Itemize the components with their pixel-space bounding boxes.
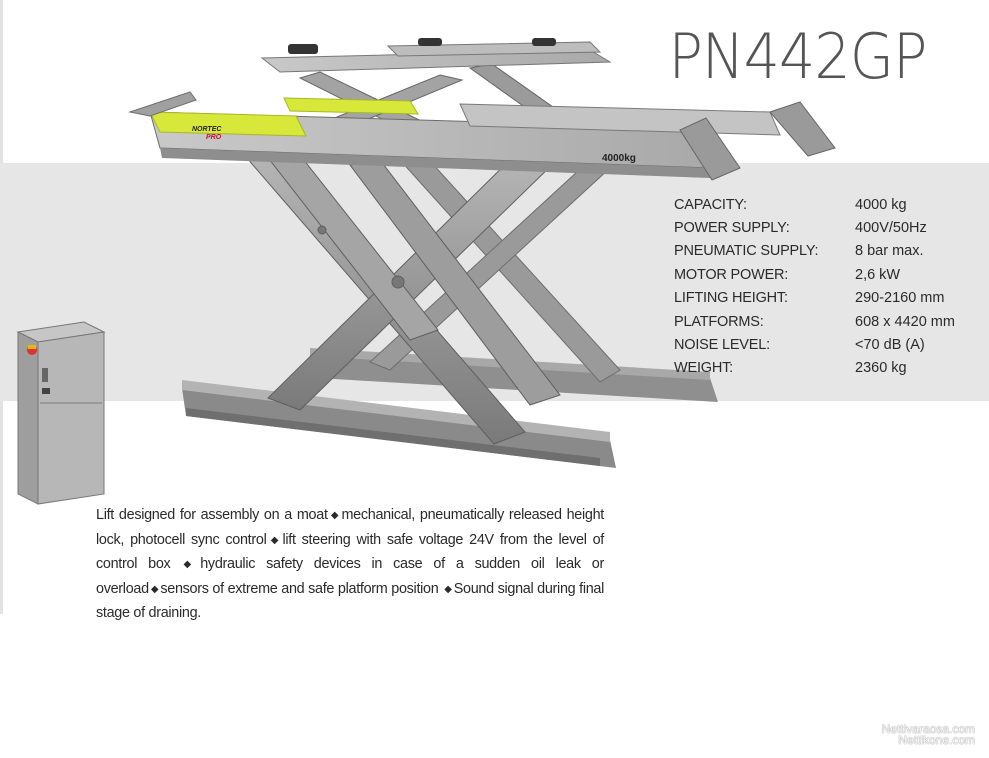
spec-value: 8 bar max. [855,243,924,260]
brand-logo-line1: NORTEC [192,126,222,133]
bullet-diamond-icon: ◆ [150,583,159,595]
yellow-plate-front [150,112,306,136]
bullet-diamond-icon: ◆ [329,510,340,521]
spec-row [674,287,989,310]
spec-row [674,333,989,356]
watermark-line: Nettikone.com [898,733,975,747]
feature-text: Lift designed for assembly on a moat [96,507,328,523]
spec-value: 290-2160 mm [855,290,945,307]
specifications-table [674,193,989,380]
spec-label: POWER SUPPLY: [674,220,790,237]
model-title: PN442GP [668,20,927,93]
front-scissor-arms [240,140,560,444]
bullet-diamond-icon: ◆ [268,534,281,546]
spec-value: <70 dB (A) [855,337,925,354]
yellow-plate-rear [284,98,418,114]
spec-value: 4000 kg [855,196,907,213]
control-cabinet [14,318,106,508]
platform-capacity-label: 4000kg [602,153,636,164]
spec-row [674,263,989,286]
spec-row [674,310,989,333]
feature-text: sensors of extreme and safe platform position [160,580,439,597]
feature-text: lift steering with safe voltage 24V from the level of control box [96,531,605,572]
auxiliary-platforms [262,38,610,72]
spec-label: PLATFORMS: [674,313,764,330]
brand-logo-line2: PRO [206,134,222,141]
main-runway [130,92,835,180]
spec-value: 608 x 4420 mm [855,313,955,330]
spec-value: 2360 kg [855,360,907,377]
spec-value: 2,6 kW [855,266,901,283]
spec-row [674,193,989,216]
bullet-diamond-icon: ◆ [183,559,199,570]
spec-label: CAPACITY: [674,196,747,213]
spec-label: PNEUMATIC SUPPLY: [674,243,819,260]
spec-label: NOISE LEVEL: [674,337,770,354]
spec-row [674,240,989,263]
spec-row [674,357,989,380]
spec-row [674,216,989,239]
bullet-diamond-icon: ◆ [444,583,452,595]
feature-text: Sound signal during final stage of draining. [96,580,605,621]
watermark-line: Nettivaraosa.com [881,722,975,736]
feature-text: mechanical, pneumatically released height lock, photocell sync control [96,507,605,548]
spec-label: LIFTING HEIGHT: [674,290,788,307]
spec-label: MOTOR POWER: [674,266,789,283]
spec-value: 400V/50Hz [855,220,927,237]
feature-text: hydraulic safety devices in case of a sudden oil leak or overload [96,556,605,597]
spec-label: WEIGHT: [674,360,734,377]
product-description [96,504,604,626]
end-ramp-rear [770,102,835,156]
watermark [882,724,975,746]
